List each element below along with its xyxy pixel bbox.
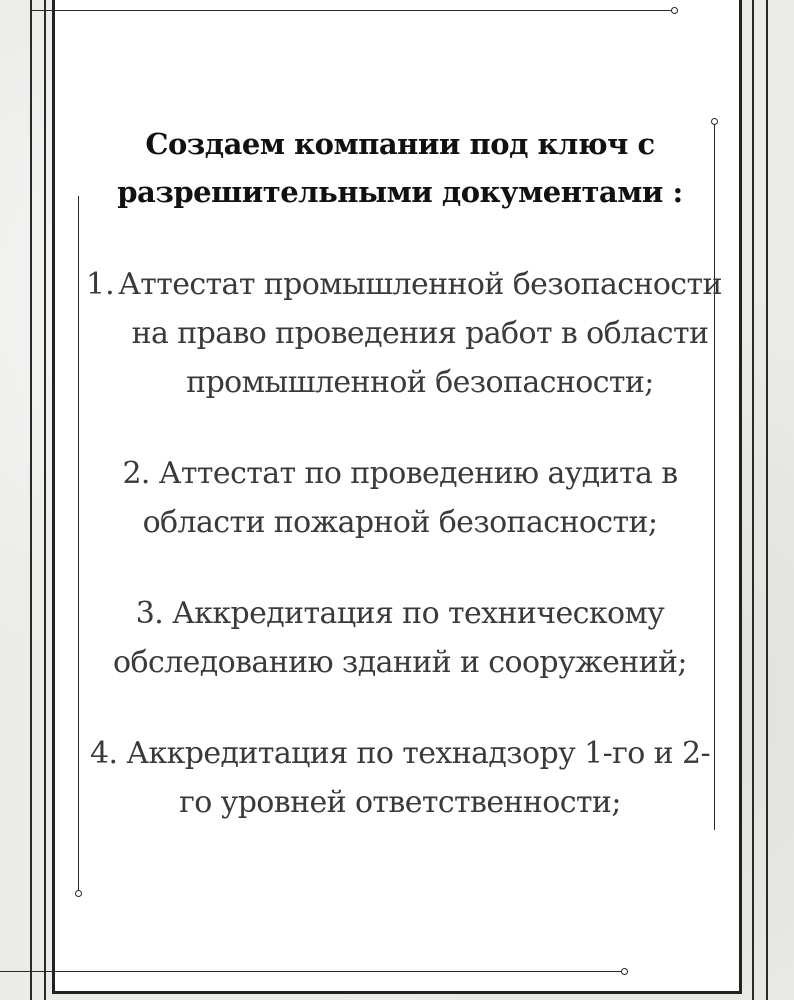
list-item-1: [76, 260, 724, 407]
bottom-rule: [0, 971, 624, 972]
frame-line-right-outer: [766, 0, 768, 1000]
list-item-2: 2. Аттестат по проведению аудита в области пожарной безопасности;: [122, 456, 678, 540]
inner-left-line-dot: [75, 890, 82, 897]
bottom-rule-end-dot: [621, 968, 628, 975]
document-content: [76, 120, 724, 869]
frame-line-left-outer: [30, 0, 32, 1000]
document-heading: Создаем компании под ключ с разрешительными документами :: [117, 127, 683, 209]
top-rule: [32, 10, 674, 11]
frame-line-left-inner: [44, 0, 46, 1000]
frame-line-right-inner: [752, 0, 754, 1000]
list-item-3: 3. Аккредитация по техническому обследованию зданий и сооружений;: [113, 596, 687, 680]
list-item-1-number: 1.: [86, 267, 115, 302]
top-rule-end-dot: [671, 7, 678, 14]
list-item-4: 4. Аккредитация по технадзору 1-го и 2-го уровней ответственности;: [90, 736, 710, 820]
list-item-1-text: Аттестат промышленной безопасности на право проведения работ в области промышленной безопасности;: [118, 267, 722, 400]
